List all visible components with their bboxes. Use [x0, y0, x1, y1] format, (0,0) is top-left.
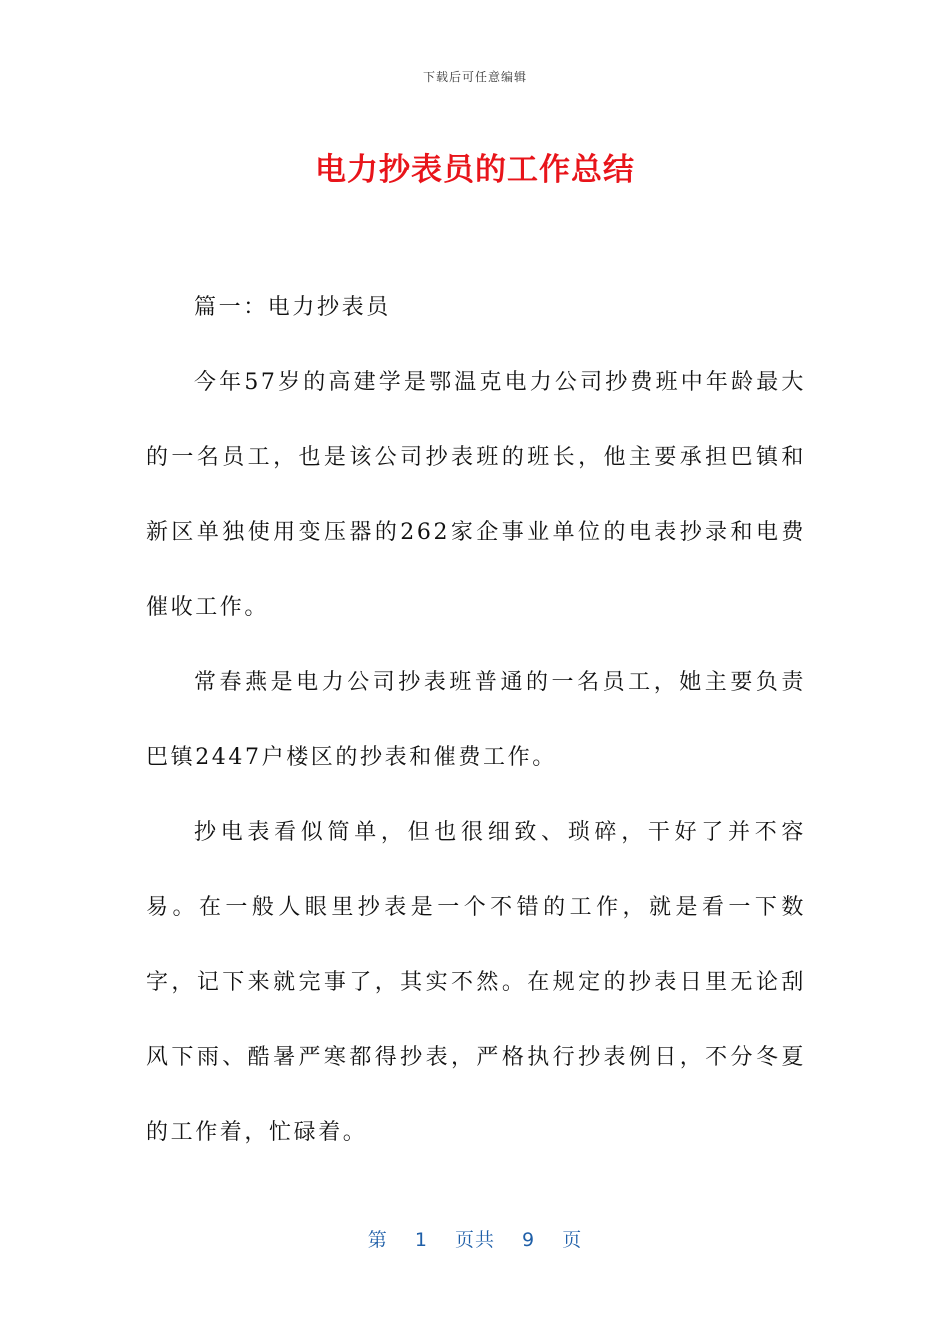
page-middle-text: 页共: [454, 1229, 495, 1251]
paragraph: 常春燕是电力公司抄表班普通的一名员工，她主要负责巴镇2447户楼区的抄表和催费工作。: [146, 670, 806, 770]
paragraph: 抄电表看似简单，但也很细致、琐碎，干好了并不容易。在一般人眼里抄表是一个不错的工作，就是看一下数字，记下来就完事了，其实不然。在规定的抄表日里无论刮风下雨、酷暑严寒都得抄表，严格执行抄表例日，不分冬夏的工作着，忙碌着。: [146, 820, 806, 1145]
total-pages-number: 9: [522, 1229, 536, 1251]
current-page-number: 1: [414, 1229, 428, 1251]
paragraph: 今年57岁的高建学是鄂温克电力公司抄费班中年龄最大的一名员工，也是该公司抄表班的班长，他主要承担巴镇和新区单独使用变压器的262家企事业单位的电表抄录和电费催收工作。: [146, 370, 806, 620]
page-header-note: 下载后可任意编辑: [422, 70, 527, 84]
document-body: [146, 270, 806, 1170]
page-number-footer: [0, 1225, 950, 1252]
page-prefix: 第: [367, 1229, 388, 1251]
page-suffix: 页: [562, 1229, 583, 1251]
section-heading: 篇一：电力抄表员: [194, 295, 391, 320]
document-title: 电力抄表员的工作总结: [315, 152, 635, 188]
